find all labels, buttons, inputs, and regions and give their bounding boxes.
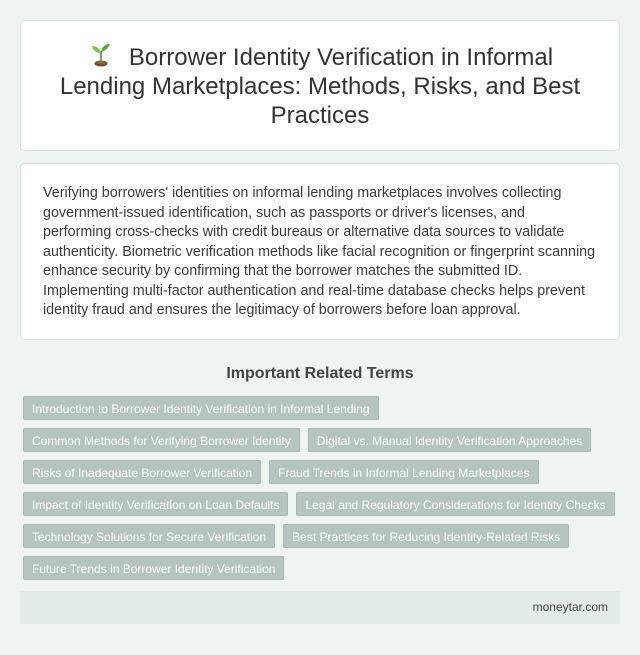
related-term-tag[interactable]: Common Methods for Verifying Borrower Identity	[23, 428, 300, 452]
page-title-text: Borrower Identity Verification in Informal Lending Marketplaces: Methods, Risks, and Best Practices	[59, 44, 581, 129]
related-terms-heading: Important Related Terms	[226, 365, 414, 382]
title-card	[20, 20, 620, 151]
related-term-tag[interactable]: Best Practices for Reducing Identity-Related Risks	[283, 524, 569, 548]
page-title	[51, 43, 589, 130]
summary-text: Verifying borrowers' identities on informal lending marketplaces involves collecting government-issued identification, such as passports or driver's licenses, and performing cross-checks with credit bureaus or alternative data sources to validate authenticity. Biometric verification methods like facial recognition or fingerprint scanning enhance security by confirming that the borrower matches the submitted ID. Implementing multi-factor authentication and real-time database checks helps prevent identity fraud and ensures the legitimacy of borrowers before loan approval.	[43, 185, 596, 318]
related-term-tag[interactable]: Digital vs. Manual Identity Verification Approaches	[308, 428, 591, 452]
related-term-tag[interactable]: Future Trends in Borrower Identity Verification	[23, 556, 284, 580]
related-term-tag[interactable]: Risks of Inadequate Borrower Verification	[23, 460, 261, 484]
footer	[20, 591, 620, 624]
footer-site-name: moneytar.com	[532, 600, 608, 614]
related-term-tag[interactable]: Legal and Regulatory Considerations for Identity Checks	[296, 492, 614, 516]
related-term-tag[interactable]: Fraud Trends in Informal Lending Marketplaces	[269, 460, 538, 484]
related-terms-list	[20, 396, 620, 580]
summary-card	[20, 163, 620, 340]
related-term-tag[interactable]: Impact of Identity Verification on Loan Defaults	[23, 492, 288, 516]
related-term-tag[interactable]: Introduction to Borrower Identity Verification in Informal Lending	[23, 396, 379, 420]
related-term-tag[interactable]: Technology Solutions for Secure Verification	[23, 524, 275, 548]
sprout-icon	[87, 43, 115, 67]
